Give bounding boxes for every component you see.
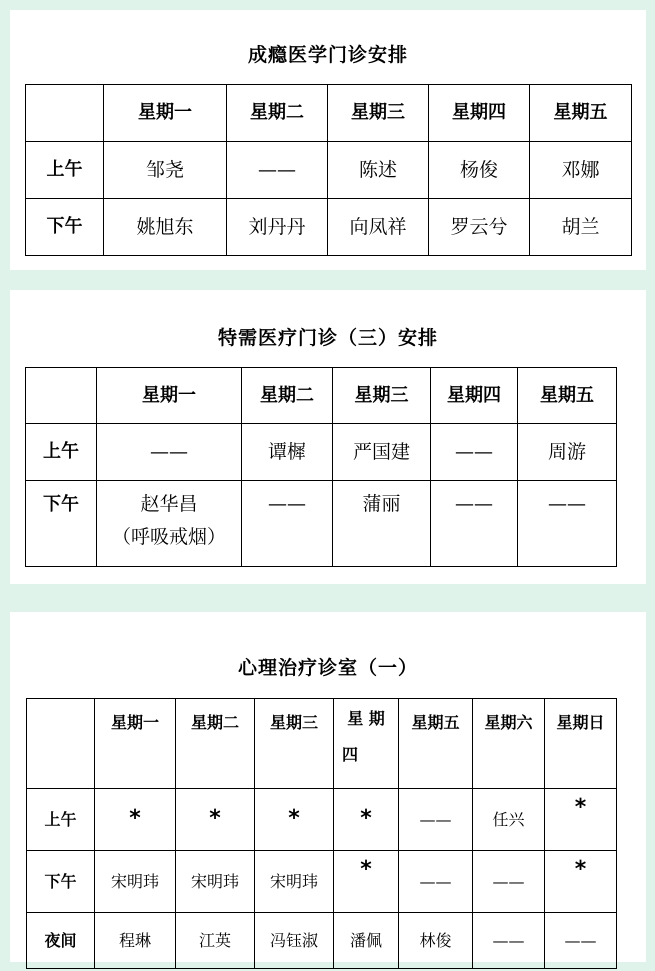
header-day: 星期四 — [431, 368, 518, 424]
table-row — [27, 913, 617, 969]
corner-cell — [26, 368, 97, 424]
schedule-table — [25, 367, 617, 567]
header-day: 星期三 — [328, 85, 429, 142]
header-day: 星期六 — [473, 699, 545, 789]
doctor-cell: 姚旭东 — [104, 199, 227, 256]
doctor-cell: 邓娜 — [530, 142, 632, 199]
doctor-cell: * — [95, 789, 176, 851]
doctor-cell: —— — [431, 481, 518, 567]
schedule-table — [25, 84, 632, 256]
header-day: 星期三 — [255, 699, 334, 789]
doctor-cell: —— — [473, 913, 545, 969]
header-day: 星期四 — [429, 85, 530, 142]
header-day: 星期二 — [227, 85, 328, 142]
doctor-cell: * — [545, 789, 617, 851]
header-day: 星期五 — [399, 699, 473, 789]
doctor-cell — [97, 481, 242, 567]
table-row — [26, 481, 617, 567]
header-day: 星期五 — [518, 368, 617, 424]
header-day: 星期一 — [97, 368, 242, 424]
doctor-cell: 冯钰淑 — [255, 913, 334, 969]
doctor-cell: * — [334, 789, 399, 851]
row-label: 上午 — [26, 424, 97, 481]
doctor-cell: 杨俊 — [429, 142, 530, 199]
doctor-cell: 任兴 — [473, 789, 545, 851]
doctor-cell: —— — [399, 851, 473, 913]
section-title: 心理治疗诊室（一） — [237, 657, 418, 679]
header-day: 星期五 — [530, 85, 632, 142]
header-day: 星期一 — [104, 85, 227, 142]
doctor-cell: 宋明玮 — [95, 851, 176, 913]
special-clinic-panel — [10, 290, 646, 584]
header-day-line: 星 期 — [347, 709, 385, 728]
addiction-medicine-panel — [10, 10, 646, 270]
section-title: 特需医疗门诊（三）安排 — [217, 327, 438, 349]
doctor-cell: 邹尧 — [104, 142, 227, 199]
doctor-cell: —— — [227, 142, 328, 199]
doctor-cell: —— — [242, 481, 333, 567]
doctor-cell: 潘佩 — [334, 913, 399, 969]
table-row — [26, 142, 632, 199]
header-day: 星期一 — [95, 699, 176, 789]
table-row — [27, 851, 617, 913]
doctor-cell: 程琳 — [95, 913, 176, 969]
row-label: 上午 — [27, 789, 95, 851]
doctor-cell: —— — [473, 851, 545, 913]
corner-cell — [26, 85, 104, 142]
doctor-cell: 宋明玮 — [255, 851, 334, 913]
doctor-cell: 陈述 — [328, 142, 429, 199]
header-day: 星期日 — [545, 699, 617, 789]
doctor-cell: * — [255, 789, 334, 851]
doctor-cell: 林俊 — [399, 913, 473, 969]
doctor-note: （呼吸戒烟） — [111, 526, 226, 548]
doctor-cell: 宋明玮 — [176, 851, 255, 913]
row-label: 下午 — [27, 851, 95, 913]
row-label: 下午 — [26, 199, 104, 256]
table-row — [26, 199, 632, 256]
psychotherapy-panel — [10, 612, 646, 962]
doctor-cell: 罗云兮 — [429, 199, 530, 256]
doctor-cell: —— — [97, 424, 242, 481]
table-row — [26, 424, 617, 481]
header-day: 星期二 — [176, 699, 255, 789]
doctor-cell: —— — [518, 481, 617, 567]
row-label: 下午 — [26, 481, 97, 567]
row-label: 上午 — [26, 142, 104, 199]
doctor-cell: 蒲丽 — [333, 481, 431, 567]
doctor-cell: * — [334, 851, 399, 913]
row-label: 夜间 — [27, 913, 95, 969]
doctor-cell: —— — [545, 913, 617, 969]
doctor-name: 赵华昌 — [140, 493, 198, 515]
schedule-table — [26, 698, 617, 969]
corner-cell — [27, 699, 95, 789]
header-day: 星期二 — [242, 368, 333, 424]
header-day: 星期三 — [333, 368, 431, 424]
doctor-cell: 严国建 — [333, 424, 431, 481]
doctor-cell: * — [545, 851, 617, 913]
doctor-cell: 刘丹丹 — [227, 199, 328, 256]
doctor-cell: 谭樨 — [242, 424, 333, 481]
doctor-cell: 周游 — [518, 424, 617, 481]
doctor-cell: —— — [399, 789, 473, 851]
doctor-cell: 向凤祥 — [328, 199, 429, 256]
header-day — [334, 699, 399, 789]
doctor-cell: * — [176, 789, 255, 851]
table-row — [27, 789, 617, 851]
doctor-cell: 胡兰 — [530, 199, 632, 256]
doctor-cell: —— — [431, 424, 518, 481]
section-title: 成瘾医学门诊安排 — [247, 44, 408, 66]
header-day-line: 四 — [342, 745, 359, 764]
doctor-cell: 江英 — [176, 913, 255, 969]
